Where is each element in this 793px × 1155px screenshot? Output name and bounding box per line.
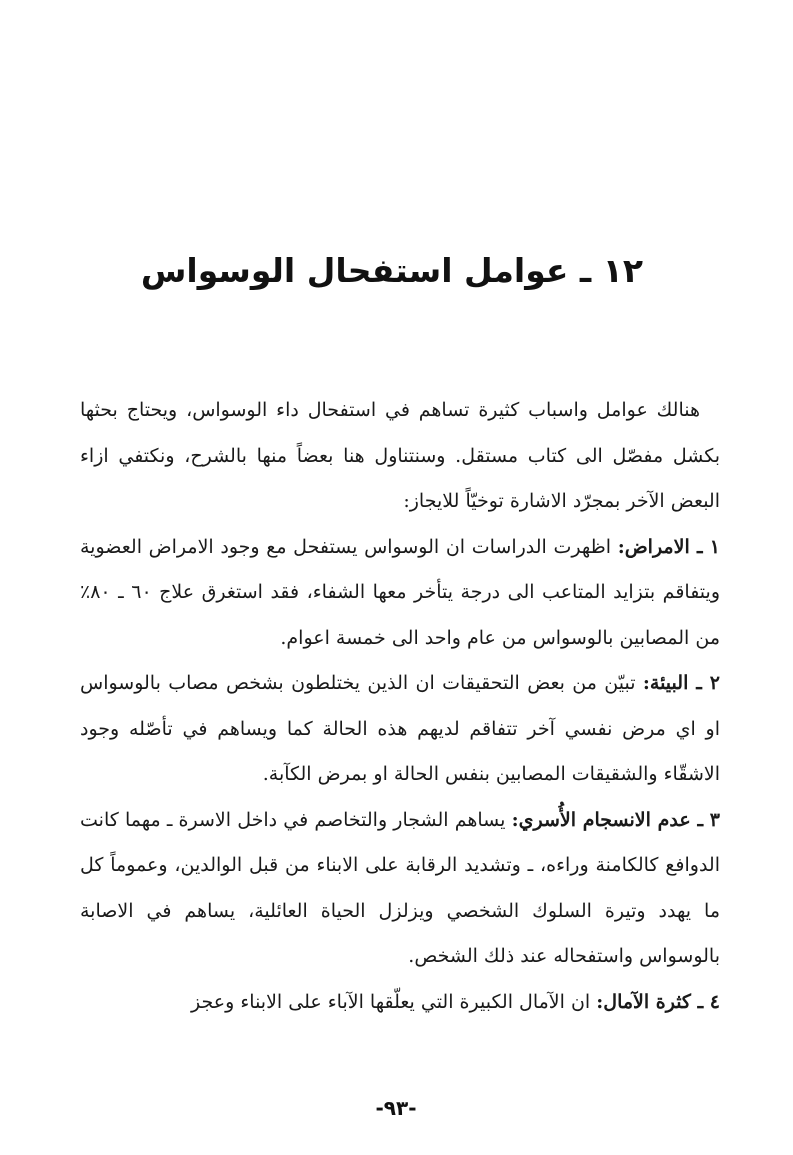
factor-text: تبيّن من بعض التحقيقات ان الذين يختلطون بشخص مصاب بالوسواس او اي مرض نفسي آخر تتفاقم لديهم هذه الحالة كما ويساهم في تأصّله وجود الاشقّاء والشقيقات المصابين بنفس الحالة او بمرض الكآبة. xyxy=(80,672,720,785)
intro-paragraph: هنالك عوامل واسباب كثيرة تساهم في استفحال داء الوسواس، ويحتاج بحثها بكشل مفصّل الى كتاب مستقل. وسنتناول هنا بعضاً منها بالشرح، ونكتفي ازاء البعض الآخر بمجرّد الاشارة توخيّاً للايجاز: xyxy=(80,399,720,512)
factor-text: ان الآمال الكبيرة التي يعلّقها الآباء على الابناء وعجز xyxy=(191,990,597,1013)
factor-paragraph-diseases xyxy=(80,525,720,662)
factor-lead: ٣ ـ عدم الانسجام الأُسري: xyxy=(511,808,720,831)
factor-text: اظهرت الدراسات ان الوسواس يستفحل مع وجود الامراض العضوية ويتفاقم بتزايد المتاعب الى درجة يتأخر معها الشفاء، فقد استغرق علاج ٦٠ ـ ٨٠٪ من المصابين بالوسواس من عام واحد الى خمسة اعوام. xyxy=(80,535,720,649)
factor-paragraph-expectations xyxy=(80,980,720,1026)
chapter-body xyxy=(80,388,720,1025)
factor-lead: ٢ ـ البيئة: xyxy=(642,672,721,694)
factor-paragraph-family-discord xyxy=(80,798,720,980)
factor-lead: ١ ـ الامراض: xyxy=(617,535,720,558)
factor-lead: ٤ ـ كثرة الآمال: xyxy=(596,990,720,1013)
factor-paragraph-environment xyxy=(80,661,720,798)
page-number: -٩٣- xyxy=(375,1096,417,1120)
chapter-title: ١٢ ـ عوامل استفحال الوسواس xyxy=(140,251,643,290)
factor-text: يساهم الشجار والتخاصم في داخل الاسرة ـ مهما كانت الدوافع كالكامنة وراءه، ـ وتشديد الرقابة على الابناء من قبل الوالدين، وعموماً كل ما يهدد وتيرة السلوك الشخصي ويزلزل الحياة العائلية، يساهم في الاصابة بالوسواس واستفحاله عند ذلك الشخص. xyxy=(80,808,720,967)
